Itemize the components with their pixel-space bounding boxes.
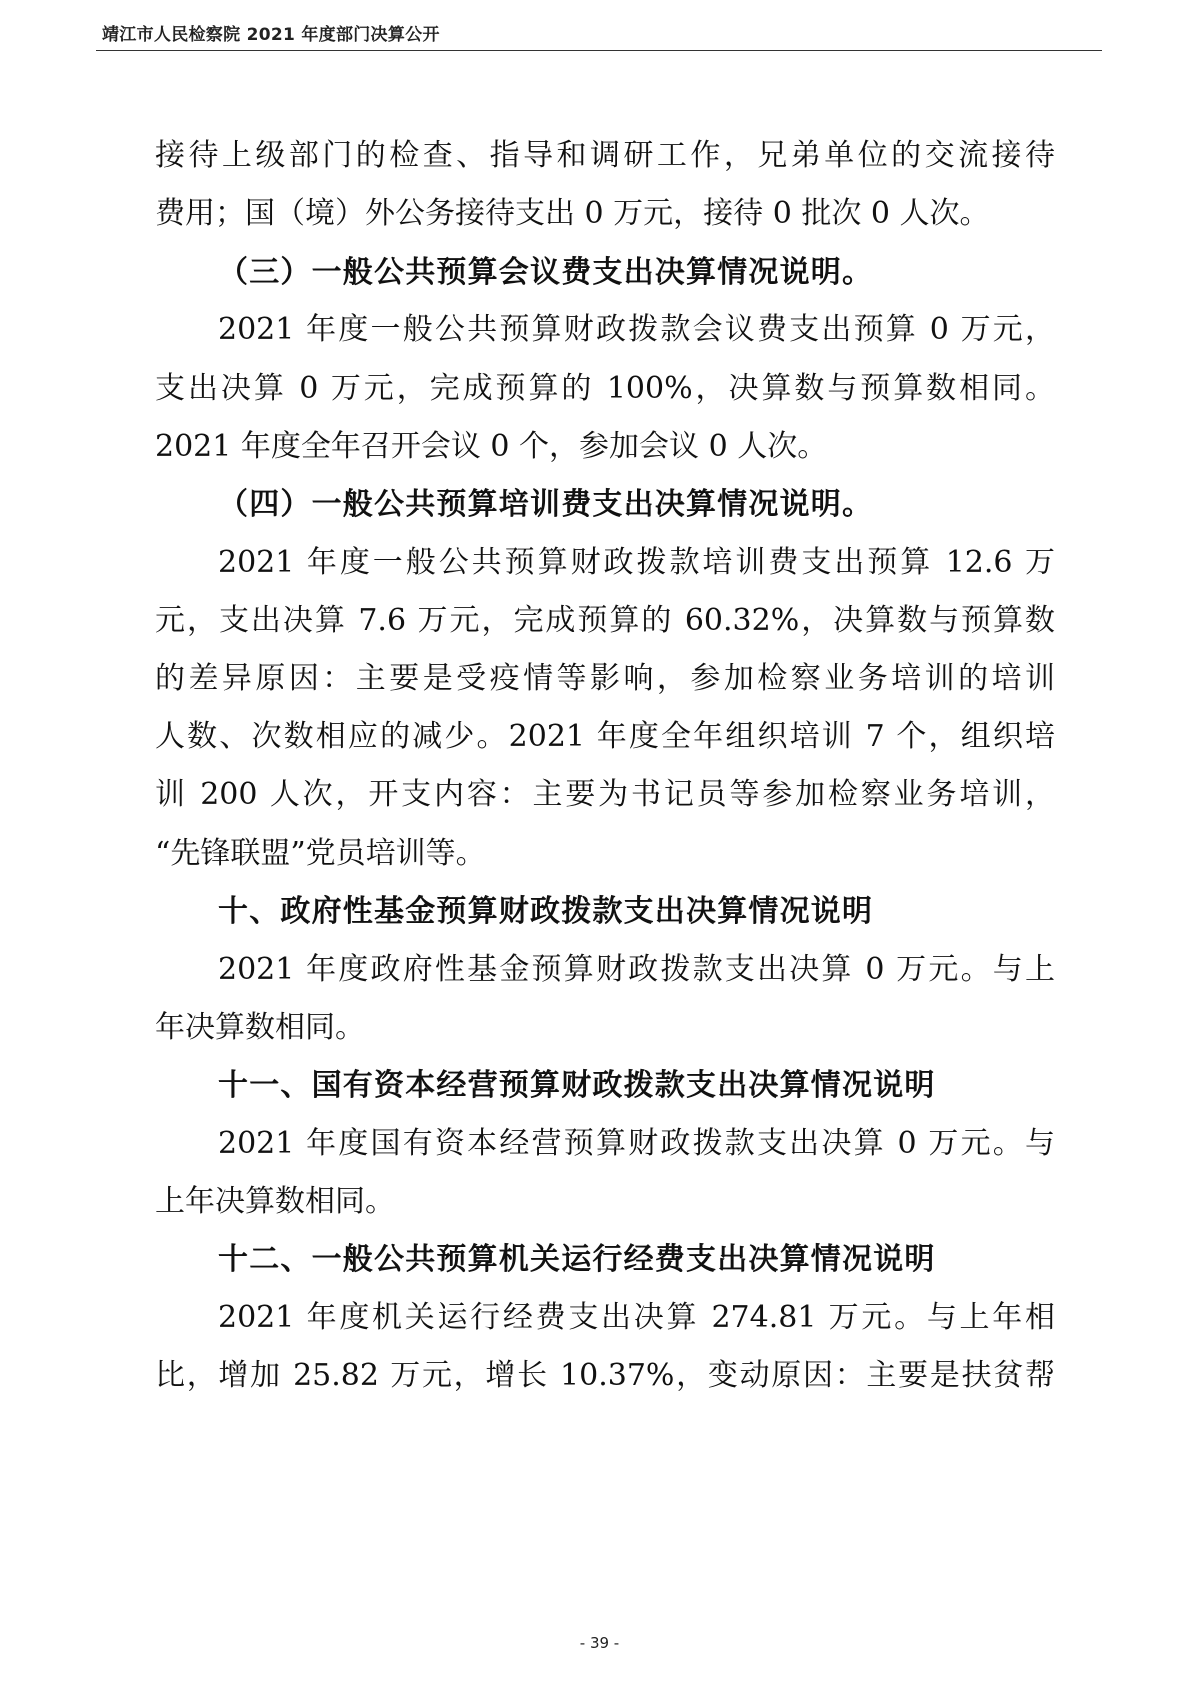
section-heading: 十二、一般公共预算机关运行经费支出决算情况说明 bbox=[218, 1242, 936, 1277]
body-line: 训 200 人次，开支内容：主要为书记员等参加检察业务培训， bbox=[155, 777, 1055, 812]
body-line: 支出决算 0 万元，完成预算的 100%，决算数与预算数相同。 bbox=[155, 371, 1055, 406]
body-line: 的差异原因：主要是受疫情等影响，参加检察业务培训的培训 bbox=[155, 661, 1055, 696]
body-line: “先锋联盟”党员培训等。 bbox=[155, 836, 486, 871]
body-line: 2021 年度全年召开会议 0 个，参加会议 0 人次。 bbox=[155, 429, 828, 464]
header-divider bbox=[96, 50, 1102, 51]
body-line: 2021 年度国有资本经营预算财政拨款支出决算 0 万元。与 bbox=[218, 1126, 1055, 1161]
body-line: 年决算数相同。 bbox=[155, 1010, 365, 1045]
body-line: 2021 年度机关运行经费支出决算 274.81 万元。与上年相 bbox=[218, 1300, 1055, 1335]
body-line: 费用；国（境）外公务接待支出 0 万元，接待 0 批次 0 人次。 bbox=[155, 196, 990, 231]
running-header: 靖江市人民检察院 2021 年度部门决算公开 bbox=[102, 25, 440, 45]
body-line: 上年决算数相同。 bbox=[155, 1184, 395, 1219]
body-line: 元，支出决算 7.6 万元，完成预算的 60.32%，决算数与预算数 bbox=[155, 603, 1055, 638]
body-line: 接待上级部门的检查、指导和调研工作，兄弟单位的交流接待 bbox=[155, 138, 1055, 173]
body-line: 2021 年度一般公共预算财政拨款培训费支出预算 12.6 万 bbox=[218, 545, 1055, 580]
section-heading: 十、政府性基金预算财政拨款支出决算情况说明 bbox=[218, 894, 874, 929]
body-line: 2021 年度政府性基金预算财政拨款支出决算 0 万元。与上 bbox=[218, 952, 1055, 987]
page-number: - 39 - bbox=[579, 1634, 620, 1652]
body-line: 比，增加 25.82 万元，增长 10.37%，变动原因：主要是扶贫帮 bbox=[155, 1358, 1055, 1393]
section-heading: 十一、国有资本经营预算财政拨款支出决算情况说明 bbox=[218, 1068, 936, 1103]
body-line: 人数、次数相应的减少。2021 年度全年组织培训 7 个，组织培 bbox=[155, 719, 1055, 754]
section-heading: （三）一般公共预算会议费支出决算情况说明。 bbox=[218, 255, 874, 290]
body-line: 2021 年度一般公共预算财政拨款会议费支出预算 0 万元， bbox=[218, 312, 1055, 347]
section-heading: （四）一般公共预算培训费支出决算情况说明。 bbox=[218, 487, 874, 522]
